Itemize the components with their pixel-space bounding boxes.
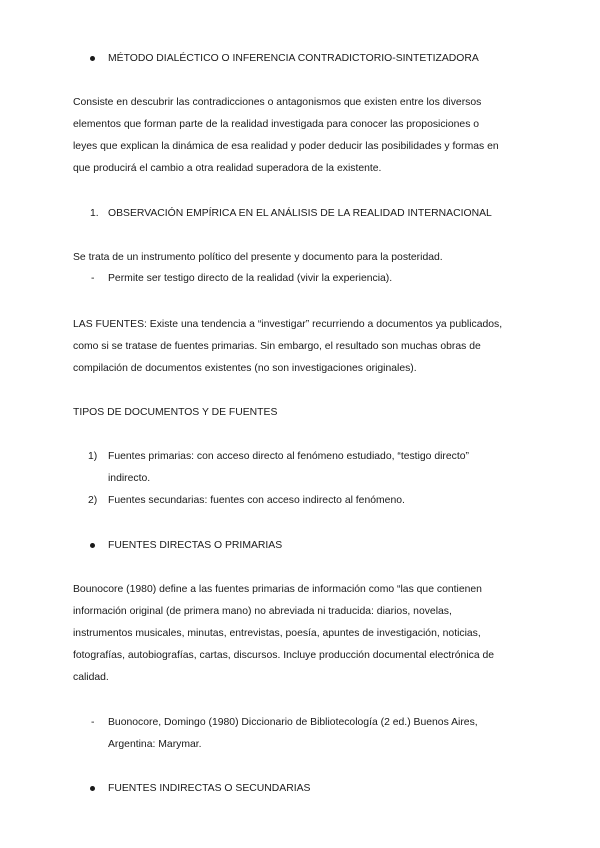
bullet-icon [90,786,95,791]
paragraph-line: leyes que explican la dinámica de esa realidad y poder deducir las posibilidades y formas en [73,141,499,152]
heading-metodo-dialectico: MÉTODO DIALÉCTICO O INFERENCIA CONTRADICTORIO-SINTETIZADORA [108,53,479,64]
dash-item-testigo: Permite ser testigo directo de la realidad (vivir la experiencia). [108,273,393,284]
heading-fuentes-directas: FUENTES DIRECTAS O PRIMARIAS [108,540,283,551]
list-item-line: Fuentes secundarias: fuentes con acceso indirecto al fenómeno. [108,495,405,506]
bullet-icon [90,56,95,61]
paragraph-line: instrumentos musicales, minutas, entrevistas, poesía, apuntes de investigación, noticias, [73,628,481,639]
paragraph-line: LAS FUENTES: Existe una tendencia a “investigar” recurriendo a documentos ya publicados, [73,319,503,330]
paragraph-line: Bounocore (1980) define a las fuentes primarias de información como “las que contienen [73,584,482,595]
paragraph-line: compilación de documentos existentes (no son investigaciones originales). [73,363,417,374]
list-number: 1. [90,208,99,219]
dash-marker: - [91,717,95,728]
heading-observacion-empirica: OBSERVACIÓN EMPÍRICA EN EL ANÁLISIS DE LA REALIDAD INTERNACIONAL [108,208,492,219]
paragraph-line: como si se tratase de fuentes primarias. Sin embargo, el resultado son muchas obras de [73,341,481,352]
bullet-icon [90,543,95,548]
paragraph-line: fotografías, autobiografías, cartas, discursos. Incluye producción documental electrónica de [73,650,495,661]
list-number: 1) [88,451,98,462]
heading-tipos-documentos: TIPOS DE DOCUMENTOS Y DE FUENTES [73,407,278,418]
list-number: 2) [88,495,98,506]
dash-marker: - [91,273,95,284]
list-item-line: indirecto. [108,473,151,484]
paragraph-line: información original (de primera mano) no abreviada ni traducida: diarios, novelas, [73,606,452,617]
paragraph-line: Consiste en descubrir las contradicciones o antagonismos que existen entre los diversos [73,97,482,108]
reference-line: Buonocore, Domingo (1980) Diccionario de Bibliotecología (2 ed.) Buenos Aires, [108,717,478,728]
paragraph-line: que producirá el cambio a otra realidad superadora de la existente. [73,163,382,174]
paragraph-line: elementos que forman parte de la realidad investigada para conocer las proposiciones o [73,119,480,130]
paragraph-line: calidad. [73,672,109,683]
paragraph-line: Se trata de un instrumento político del presente y documento para la posteridad. [73,252,443,263]
reference-line: Argentina: Marymar. [108,739,202,750]
list-item-line: Fuentes primarias: con acceso directo al fenómeno estudiado, “testigo directo” [108,451,469,462]
heading-fuentes-indirectas: FUENTES INDIRECTAS O SECUNDARIAS [108,783,311,794]
